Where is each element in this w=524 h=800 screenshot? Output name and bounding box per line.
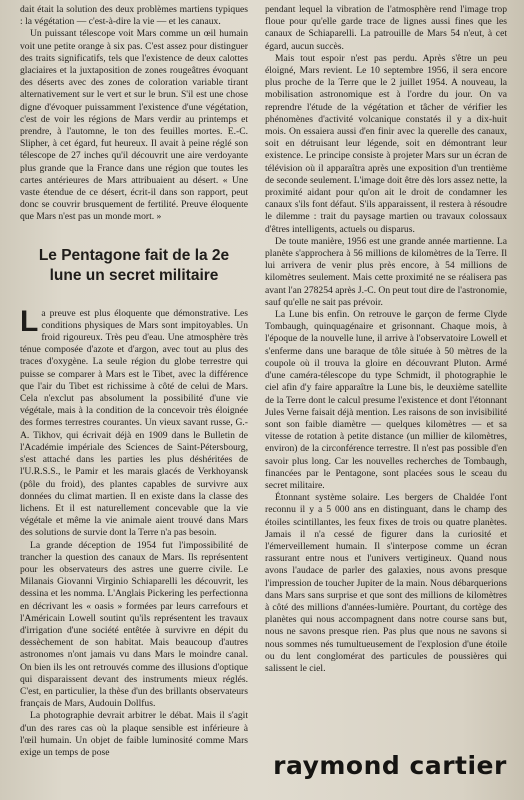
right-paragraph-1: pendant lequel la vibration de l'atmosphère rend l'image trop floue pour qu'elle garde trace de lignes aussi fines que les canaux de Schiaparelli. La patrouille de Mars 54 n'eut, à cet égard, aucun succès. [265, 4, 507, 52]
section-paragraph-1 [20, 304, 248, 540]
intro-paragraph-1: dait était la solution des deux problèmes martiens typiques : la végétation — c'est-à-dire la vie — et les canaux. [20, 4, 248, 28]
section-paragraph-2: La grande déception de 1954 fut l'impossibilité de trancher la question des canaux de Mars. Ils représentent pour les observateurs des astres une guerre civile. Le Milanais Giovanni Virginio Schiaparelli les découvrit, les dessina et les nomma. L'Anglais Pickering les perfectionna en décrivant les « oasis » formées par leurs carrefours et l'Américain Lowell soutint qu'ils représentent les travaux d'irrigation d'une société entêtée à survivre en dépit du dessèchement de son habitat. Mais beaucoup d'autres astronomes n'ont jamais vu dans Mars le moindre canal. On bien ils les ont retrouvés comme des illusions d'optique qui disparaissent devant des instruments mieux réglés. C'est, en particulier, la thèse d'un des brillants observateurs français de Mars, Audouin Dollfus. [20, 539, 248, 710]
right-paragraph-4: La Lune bis enfin. On retrouve le garçon de ferme Clyde Tombaugh, quinquagénaire et grisonnant. Chaque mois, à l'époque de la nouvelle lune, il arrive à l'observatoire Lowell et s'enferme dans une baraque de tôle située à 50 mètres de la coupole où il trouva la gloire en découvrant Pluton. Armé d'une caméra-télescope du type Schmidt, il photographie le ciel afin d'y faire apparaître la Lune bis, le deuxième satellite de la Terre dont le calcul presume l'existence et dont l'étonnant Jules Verne faisait déjà mention. Les raisons de son invisibilité sont son faible diamètre — quelques kilomètres — et sa vitesse de rotation à petite distance (un millier de kilomètres, environ) de la circonférence terrestre. Il n'est pas possible d'en savoir plus long. Car les nouvelles recherches de Tombaugh, financées par le Pentagone, sont placées sous le sceau du secret militaire. [265, 309, 507, 491]
section-headline: Le Pentagone fait de la 2e lune un secret militaire [38, 246, 230, 284]
intro-paragraph-2: Un puissant télescope voit Mars comme un œil humain voit une petite orange à six pas. C'est assez pour distinguer des traits significatifs, tels que l'existence de deux calottes glaciaires et la juxtaposition de zones rougeâtres évoquant des déserts avec des zones de coloration variable tirant alternativement sur le vert et sur le brun. S'il est une chose digne d'évoquer puissamment l'existence d'une végétation, c'est de voir les régions de Mars verdir au printemps et prendre, à l'automne, le ton des feuilles mortes. E.-C. Slipher, à cet égard, fut heureux. Il avait à peine réglé son télescope de 27 inches qu'il découvrit une aire verdoyante plus grande que la France dans une région que toutes les cartes antérieures de Mars attribuaient au désert. « Une vaste étendue de ce désert, écrit-il dans son rapport, peut donc se couvrir brusquement de fertilité. Preuve éloquente que Mars n'est pas un monde mort. » [20, 28, 248, 223]
dropcap: L [20, 304, 39, 338]
right-paragraph-2: Mais tout espoir n'est pas perdu. Après s'être un peu éloigné, Mars revient. Le 10 septembre 1956, il sera encore plus proche de la Terre que le 2 juillet 1954. A nouveau, la mobilisation astronomique est à l'ordre du jour. On va reprendre l'étude de la végétation et tâcher de vérifier les phénomènes d'activité volcanique constatés il y a dix-huit mois. On essaiera aussi d'en finir avec la querelle des canaux, soit en détruisant leur légende, soit en démontrant leur existence. Le principe consiste à projeter Mars sur un écran de télévision où il apparaîtra après une exposition d'un trentième de seconde seulement. L'image doit être dès lors assez nette, la proximité aidant pour qu'on ait le droit de condamner les canaux s'ils font défaut. S'ils apparaissent, il restera à résoudre le dilemme : trait du paysage martien ou travaux colossaux d'êtres intelligents, actuels ou disparus. [265, 52, 507, 235]
right-column [265, 4, 507, 794]
right-paragraph-3: De toute manière, 1956 est une grande année martienne. La planète s'approchera à 56 millions de kilomètres de la Terre. Il lui arrivera de venir plus près encore, à 54 millions de kilomètres seulement. Mais cette proximité ne se réalisera pas avant l'an 278254 après J.-C. On peut tout dire de l'astronomie, sauf qu'elle ne sait pas prévoir. [265, 235, 507, 308]
right-paragraph-5: Étonnant système solaire. Les bergers de Chaldée l'ont reconnu il y a 5 000 ans en distinguant, dans le champ des étoiles scintillantes, les feux fixes de trois ou quatre planètes. Jamais il n'a cessé de figurer dans la curiosité et l'émerveillement humain. Il s'interpose comme un écran rassurant entre nous et l'univers vertigineux. Quand nous avons l'audace de parler des galaxies, nous avons presque l'impression de toucher Jupiter de la main. Nous débarquerions dans Mars sans surprise et que sont des millions de kilomètres à côté des millions d'années-lumière. Pourtant, du cortège des planètes qui nous accompagnent dans notre course sans but, nous ne savons presque rien. Pas plus que nous ne savons si nous sommes nés tumultueusement de l'explosion d'une étoile ou du lent conglomérat des particules de poussières qui salissent le ciel. [265, 492, 507, 674]
left-column [20, 4, 248, 794]
author-signature: raymond cartier [273, 751, 507, 780]
section-paragraph-1-text: a preuve est plus éloquente que démonstrative. Les conditions physiques de Mars sont impitoyables. Un froid rigoureux. Très peu d'eau. Une atmosphère très ténue composée d'azote et d'argon, avec tout au plus des traces d'oxygène. La seule région du globe terrestre qui puisse se comparer à Mars est le Tibet, avec la différence que l'air du Tibet est richissime à côté de celui de Mars. Cela n'exclut pas absolument la possibilité d'une vie végétale, mais à la condition de la concevoir très éloignée des formes terrestres courantes. Un vieux savant russe, G.-A. Tikhov, qui écrivait déjà en 1909 dans le Bulletin de l'Académie impériale des Sciences de Saint-Pétersbourg, s'est attaché dans les parties les plus déshéritées de l'U.R.S.S., le Pamir et les marais glacés de Verkhoyansk (pôle du froid), des plantes capables de survivre aux données du climat martien. Il en existe dans la classe des lichens. Et il est naturellement concevable que la vie végétale et même la vie animale aient trouvé dans Mars des solutions de survie dont la Terre n'a pas besoin. [20, 307, 248, 539]
section-paragraph-3: La photographie devrait arbitrer le débat. Mais il s'agit d'un des rares cas où la plaque sensible est inférieure à l'œil humain. Un objet de faible luminosité comme Mars exige un temps de pose [20, 710, 248, 758]
